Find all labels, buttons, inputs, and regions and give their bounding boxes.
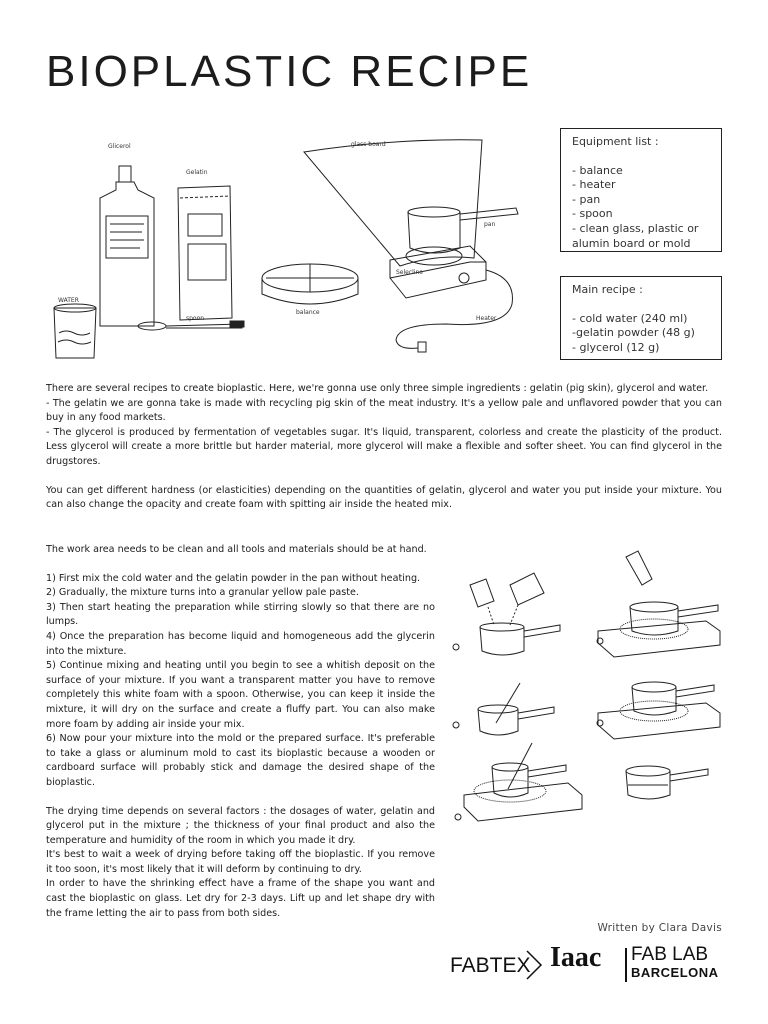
equipment-heading: Equipment list :	[572, 135, 659, 148]
chevron-right-icon	[524, 948, 544, 982]
pan-icon	[408, 207, 518, 253]
water-glass-icon	[54, 304, 96, 358]
intro-paragraph: There are several recipes to create bioplastic. Here, we're gonna use only three simple ingredients : gelatin (pig skin), glycerol and water.	[46, 383, 709, 394]
balance-icon	[262, 264, 358, 304]
step-4-figure	[597, 682, 720, 739]
intro-paragraph: - The glycerol is produced by fermentation of vegetables sugar. It's liquid, transparent, colorless and create the plasticity of the product. Less glycerol will create a more brittle but harder material, more glycerol will make a flexible and softer sheet. You can find glycerol in the drugstores.	[46, 426, 722, 467]
partner-logos	[450, 942, 730, 986]
steps-section	[46, 543, 435, 921]
fablab-logo: FAB LAB	[631, 944, 709, 965]
glycerol-bottle-icon	[100, 166, 154, 326]
list-item: - spoon	[572, 207, 613, 221]
list-item: - glycerol (12 g)	[572, 340, 660, 354]
step-1-figure	[453, 573, 560, 655]
logo-divider	[625, 948, 627, 982]
recipe-list	[572, 312, 710, 356]
step-2-figure	[597, 551, 720, 657]
list-item: - pan	[572, 192, 601, 206]
drying-text: The drying time depends on several factors : the dosages of water, gelatin and glycerol put in the mixture ; the thickness of your final product and also the temperature and humidity of the room in which you made it dry.	[46, 805, 435, 846]
list-item: -gelatin powder (48 g)	[572, 326, 695, 340]
iaac-logo: Iaac	[550, 942, 602, 973]
barcelona-logo: BARCELONA	[631, 965, 719, 980]
glass-board-icon	[304, 140, 482, 266]
svg-text:balance: balance	[296, 309, 320, 316]
step-text: 6) Now pour your mixture into the mold or the prepared surface. It's preferable to take a glass or aluminum mold to cast its bioplastic because a wooden or cardboard surface will probably stick and damage the desired shape of the bioplastic.	[46, 733, 435, 788]
list-item: - balance	[572, 163, 623, 177]
page-title: BIOPLASTIC RECIPE	[46, 47, 533, 96]
step-text: 2) Gradually, the mixture turns into a granular yellow pale paste.	[46, 587, 359, 599]
step-text: 1) First mix the cold water and the gelatin powder in the pan without heating.	[46, 572, 421, 584]
step-text: 5) Continue mixing and heating until you begin to see a whitish deposit on the surface of your mixture. If you want a transparent matter you have to remove completely this white foam with a spoon. Otherwise, you can keep it inside the mixture, it will dry on the surface and create a fluffy part. You can also make more foam by adding air inside your mix.	[46, 660, 435, 730]
intro-paragraph: You can get different hardness (or elasticities) depending on the quantities of gelatin, glycerol and water you put inside your mixture. You can also change the opacity and create foam with spitting air inside the heated mix.	[46, 484, 722, 511]
svg-text:WATER: WATER	[58, 297, 79, 304]
svg-text:Glicerol: Glicerol	[108, 143, 131, 150]
steps-intro: The work area needs to be clean and all tools and materials should be at hand.	[46, 544, 427, 555]
equipment-list-box	[560, 128, 722, 252]
intro-paragraph: - The gelatin we are gonna take is made with recycling pig skin of the meat industry. It's a yellow pale and unflavored powder that you can buy in any food markets.	[46, 397, 722, 424]
list-item: - heater	[572, 178, 616, 192]
step-3-figure	[453, 683, 554, 735]
intro-section	[46, 382, 722, 513]
author-credit: Written by Clara Davis	[597, 922, 722, 934]
recipe-heading: Main recipe :	[572, 283, 643, 296]
steps-illustration	[448, 545, 728, 835]
step-5-figure	[455, 743, 582, 821]
fabtex-logo: FABTEX	[450, 954, 531, 977]
list-item: - cold water (240 ml)	[572, 311, 688, 325]
svg-text:pan: pan	[484, 221, 496, 228]
svg-text:Gelatin: Gelatin	[186, 169, 208, 176]
drying-text: In order to have the shrinking effect have a frame of the shape you want and cast the bioplastic on glass. Let dry for 2-3 days. Lift up and let shape dry with the frame letting the air to pass from both sides.	[46, 878, 435, 919]
equipment-list	[572, 164, 710, 252]
heater-icon	[390, 246, 512, 352]
list-item: - clean glass, plastic or alumin board or mold	[572, 221, 699, 250]
svg-text:Selecline: Selecline	[396, 269, 423, 276]
main-recipe-box	[560, 276, 722, 360]
drying-text: It's best to wait a week of drying before taking off the bioplastic. If you remove it too soon, it's most likely that it will deform by continuing to dry.	[46, 849, 435, 875]
step-text: 4) Once the preparation has become liquid and homogeneous add the glycerin into the mixture.	[46, 630, 435, 657]
step-text: 3) Then start heating the preparation while stirring slowly so that there are no lumps.	[46, 601, 435, 628]
svg-text:Heater: Heater	[476, 315, 497, 322]
svg-text:spoon: spoon	[186, 315, 205, 322]
step-6-figure	[626, 766, 708, 799]
equipment-illustration	[46, 128, 528, 364]
svg-text:glass board: glass board	[351, 141, 386, 148]
gelatin-bag-icon	[178, 186, 232, 320]
